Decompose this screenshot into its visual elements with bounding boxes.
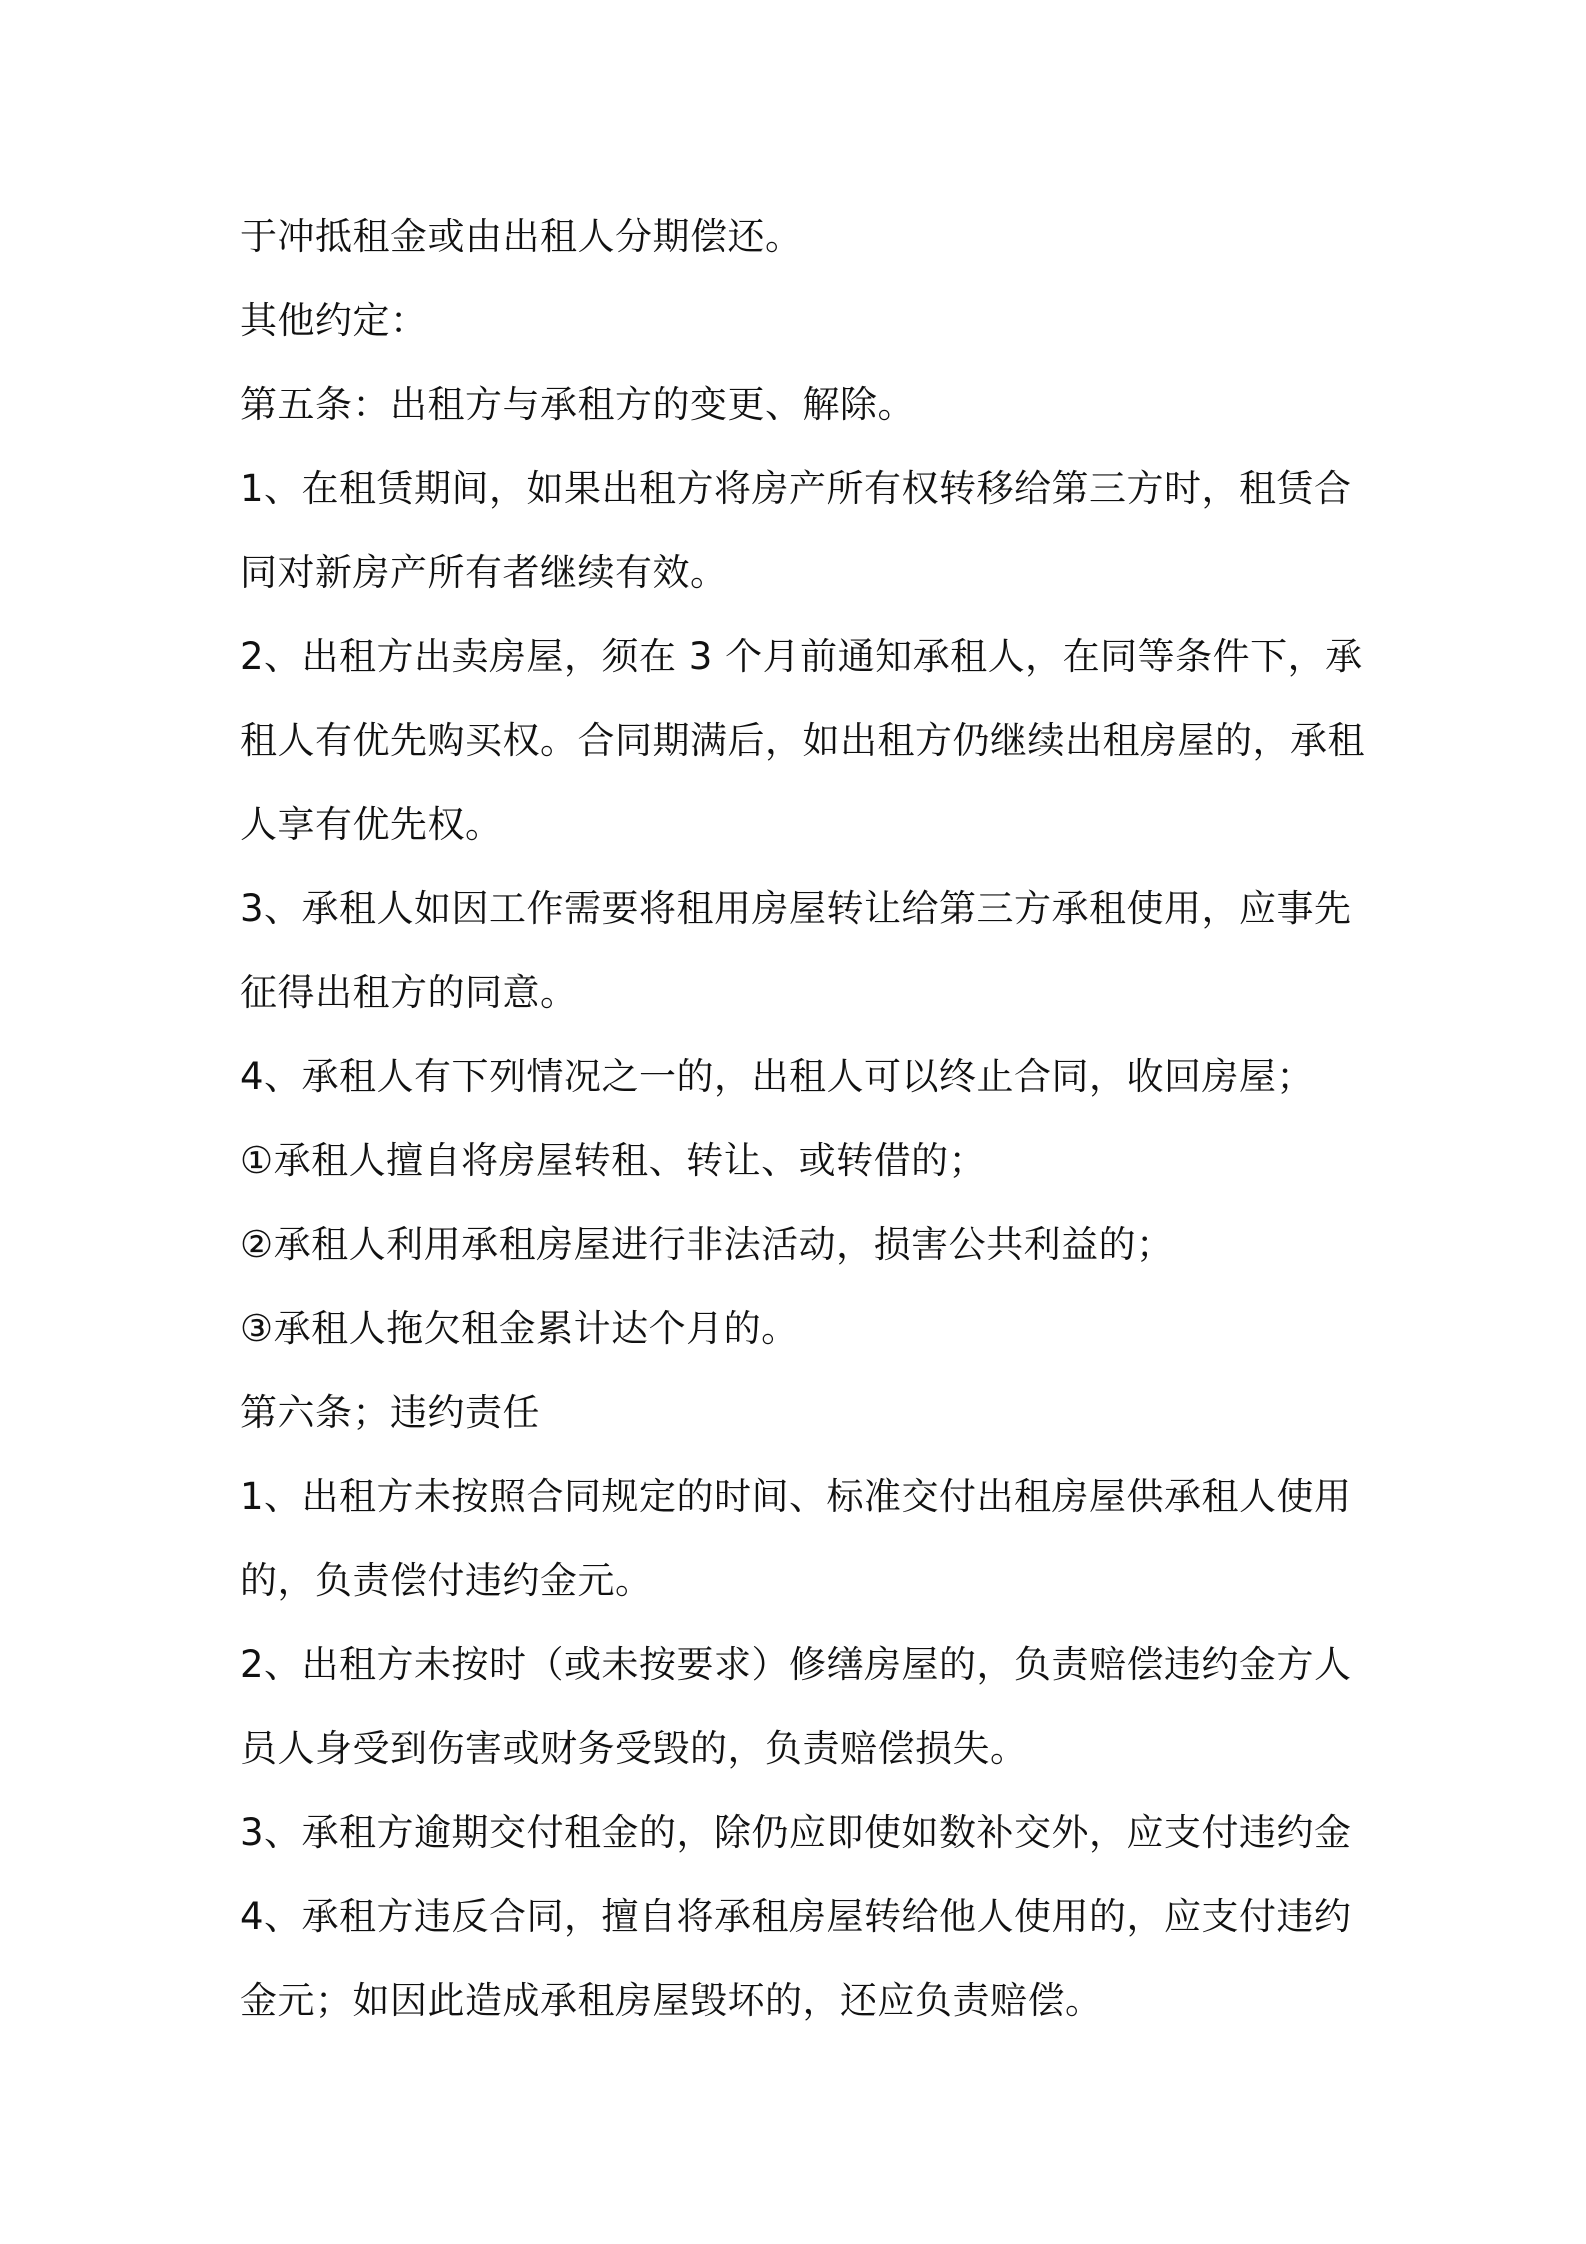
text-line: 租人有优先购买权。合同期满后，如出租方仍继续出租房屋的，承租 bbox=[240, 719, 1365, 762]
section-heading: 第六条；违约责任 bbox=[240, 1391, 540, 1434]
text-line: 于冲抵租金或由出租人分期偿还。 bbox=[240, 215, 803, 258]
text-line: 员人身受到伤害或财务受毁的，负责赔偿损失。 bbox=[240, 1727, 1028, 1770]
text-line: 3、承租方逾期交付租金的，除仍应即使如数补交外，应支付违约金 bbox=[240, 1811, 1352, 1854]
text-line: 同对新房产所有者继续有效。 bbox=[240, 551, 728, 594]
text-line: 的，负责偿付违约金元。 bbox=[240, 1559, 653, 1602]
section-heading: 第五条：出租方与承租方的变更、解除。 bbox=[240, 383, 915, 426]
text-line: 人享有优先权。 bbox=[240, 803, 503, 846]
text-line: 其他约定： bbox=[240, 299, 428, 342]
text-line: 4、承租人有下列情况之一的，出租人可以终止合同，收回房屋； bbox=[240, 1055, 1315, 1098]
text-line: 金元；如因此造成承租房屋毁坏的，还应负责赔偿。 bbox=[240, 1979, 1103, 2022]
text-line: 3、承租人如因工作需要将租用房屋转让给第三方承租使用，应事先 bbox=[240, 887, 1352, 930]
text-line: 1、在租赁期间，如果出租方将房产所有权转移给第三方时，租赁合 bbox=[240, 467, 1352, 510]
text-line: 2、出租方出卖房屋，须在 3 个月前通知承租人，在同等条件下，承 bbox=[240, 635, 1363, 678]
text-line: 1、出租方未按照合同规定的时间、标准交付出租房屋供承租人使用 bbox=[240, 1475, 1352, 1518]
text-line: ①承租人擅自将房屋转租、转让、或转借的； bbox=[240, 1139, 987, 1182]
text-line: ③承租人拖欠租金累计达个月的。 bbox=[240, 1307, 799, 1350]
text-line: 2、出租方未按时（或未按要求）修缮房屋的，负责赔偿违约金方人 bbox=[240, 1643, 1352, 1686]
document-body bbox=[240, 195, 1365, 2043]
text-line: 征得出租方的同意。 bbox=[240, 971, 578, 1014]
text-line: 4、承租方违反合同，擅自将承租房屋转给他人使用的，应支付违约 bbox=[240, 1895, 1352, 1938]
text-line: ②承租人利用承租房屋进行非法活动，损害公共利益的； bbox=[240, 1223, 1174, 1266]
